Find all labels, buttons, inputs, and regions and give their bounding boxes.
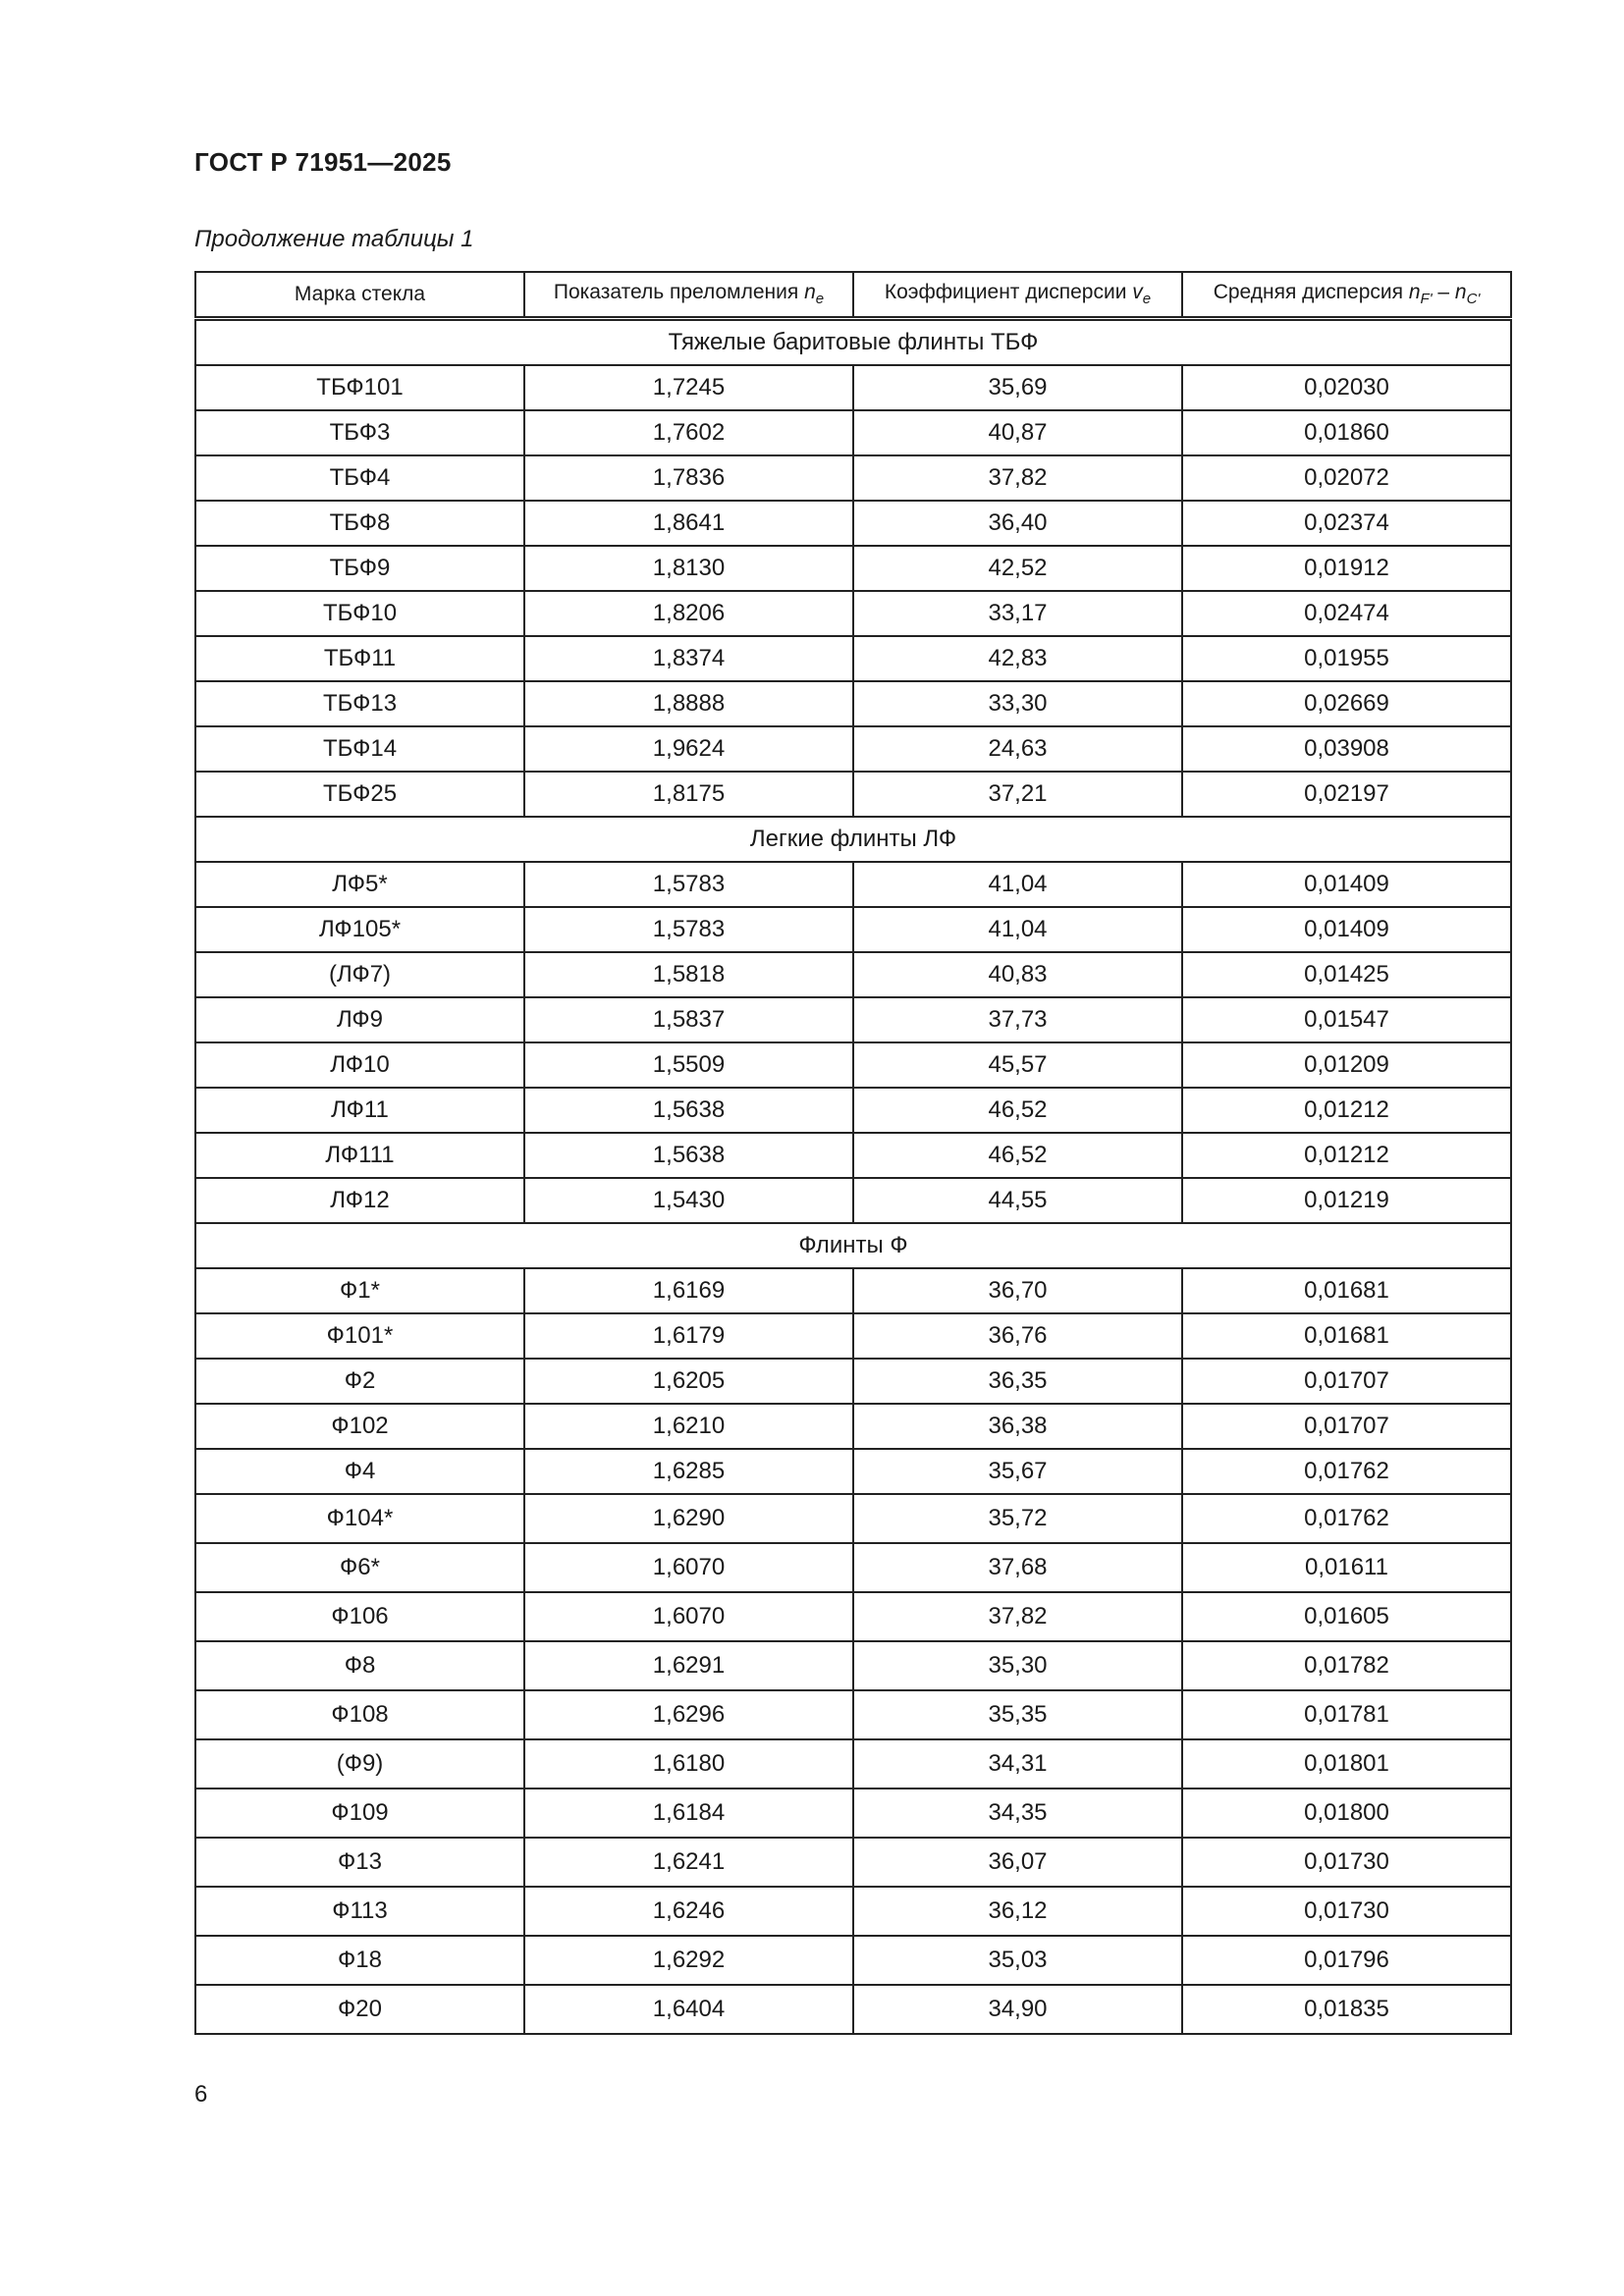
cell-mean-dispersion: 0,01781 bbox=[1182, 1690, 1511, 1739]
cell-glass-grade: ЛФ111 bbox=[195, 1133, 524, 1178]
section-title: Тяжелые баритовые флинты ТБФ bbox=[195, 319, 1511, 366]
cell-mean-dispersion: 0,01762 bbox=[1182, 1449, 1511, 1494]
cell-refractive-index: 1,6070 bbox=[524, 1543, 853, 1592]
cell-dispersion-coefficient: 41,04 bbox=[853, 907, 1182, 952]
cell-dispersion-coefficient: 35,67 bbox=[853, 1449, 1182, 1494]
table-row bbox=[195, 1543, 1511, 1592]
table-row bbox=[195, 772, 1511, 817]
glass-properties-table bbox=[194, 271, 1512, 2035]
cell-mean-dispersion: 0,01605 bbox=[1182, 1592, 1511, 1641]
cell-refractive-index: 1,6290 bbox=[524, 1494, 853, 1543]
cell-mean-dispersion: 0,01611 bbox=[1182, 1543, 1511, 1592]
table-row bbox=[195, 1690, 1511, 1739]
cell-dispersion-coefficient: 36,38 bbox=[853, 1404, 1182, 1449]
cell-refractive-index: 1,6184 bbox=[524, 1789, 853, 1838]
cell-glass-grade: Ф109 bbox=[195, 1789, 524, 1838]
table-row bbox=[195, 1133, 1511, 1178]
table-row bbox=[195, 1404, 1511, 1449]
table-caption: Продолжение таблицы 1 bbox=[194, 226, 474, 252]
cell-dispersion-coefficient: 37,21 bbox=[853, 772, 1182, 817]
cell-mean-dispersion: 0,02474 bbox=[1182, 591, 1511, 636]
cell-dispersion-coefficient: 36,07 bbox=[853, 1838, 1182, 1887]
cell-dispersion-coefficient: 44,55 bbox=[853, 1178, 1182, 1223]
cell-refractive-index: 1,6246 bbox=[524, 1887, 853, 1936]
cell-dispersion-coefficient: 42,52 bbox=[853, 546, 1182, 591]
page-number: 6 bbox=[194, 2081, 208, 2108]
cell-dispersion-coefficient: 36,35 bbox=[853, 1359, 1182, 1404]
table-header-row bbox=[195, 272, 1511, 319]
cell-glass-grade: ТБФ10 bbox=[195, 591, 524, 636]
section-title: Легкие флинты ЛФ bbox=[195, 817, 1511, 862]
cell-glass-grade: (ЛФ7) bbox=[195, 952, 524, 997]
cell-glass-grade: ЛФ10 bbox=[195, 1042, 524, 1088]
cell-refractive-index: 1,6296 bbox=[524, 1690, 853, 1739]
header-glass-grade: Марка стекла bbox=[195, 272, 524, 319]
section-header-row bbox=[195, 319, 1511, 366]
cell-mean-dispersion: 0,01912 bbox=[1182, 546, 1511, 591]
cell-glass-grade: ЛФ5* bbox=[195, 862, 524, 907]
table-row bbox=[195, 455, 1511, 501]
cell-dispersion-coefficient: 33,30 bbox=[853, 681, 1182, 726]
table-row bbox=[195, 1739, 1511, 1789]
cell-dispersion-coefficient: 36,70 bbox=[853, 1268, 1182, 1313]
cell-refractive-index: 1,5818 bbox=[524, 952, 853, 997]
cell-dispersion-coefficient: 40,83 bbox=[853, 952, 1182, 997]
cell-glass-grade: Ф113 bbox=[195, 1887, 524, 1936]
table-body bbox=[195, 319, 1511, 2035]
cell-glass-grade: ТБФ3 bbox=[195, 410, 524, 455]
cell-glass-grade: ТБФ9 bbox=[195, 546, 524, 591]
table-row bbox=[195, 501, 1511, 546]
cell-glass-grade: ТБФ13 bbox=[195, 681, 524, 726]
table-row bbox=[195, 1592, 1511, 1641]
cell-dispersion-coefficient: 46,52 bbox=[853, 1133, 1182, 1178]
cell-dispersion-coefficient: 35,35 bbox=[853, 1690, 1182, 1739]
cell-refractive-index: 1,6180 bbox=[524, 1739, 853, 1789]
cell-dispersion-coefficient: 35,72 bbox=[853, 1494, 1182, 1543]
section-header-row bbox=[195, 1223, 1511, 1268]
cell-dispersion-coefficient: 36,40 bbox=[853, 501, 1182, 546]
cell-mean-dispersion: 0,02072 bbox=[1182, 455, 1511, 501]
cell-mean-dispersion: 0,01209 bbox=[1182, 1042, 1511, 1088]
cell-glass-grade: ТБФ11 bbox=[195, 636, 524, 681]
cell-mean-dispersion: 0,01681 bbox=[1182, 1268, 1511, 1313]
cell-refractive-index: 1,5509 bbox=[524, 1042, 853, 1088]
section-header-row bbox=[195, 817, 1511, 862]
cell-refractive-index: 1,5783 bbox=[524, 862, 853, 907]
cell-glass-grade: ТБФ14 bbox=[195, 726, 524, 772]
cell-glass-grade: Ф1* bbox=[195, 1268, 524, 1313]
cell-mean-dispersion: 0,02197 bbox=[1182, 772, 1511, 817]
cell-mean-dispersion: 0,01801 bbox=[1182, 1739, 1511, 1789]
table-row bbox=[195, 365, 1511, 410]
cell-mean-dispersion: 0,01547 bbox=[1182, 997, 1511, 1042]
cell-mean-dispersion: 0,02030 bbox=[1182, 365, 1511, 410]
cell-glass-grade: Ф8 bbox=[195, 1641, 524, 1690]
cell-glass-grade: Ф106 bbox=[195, 1592, 524, 1641]
table-row bbox=[195, 410, 1511, 455]
table-row bbox=[195, 591, 1511, 636]
cell-glass-grade: ЛФ11 bbox=[195, 1088, 524, 1133]
cell-dispersion-coefficient: 37,82 bbox=[853, 455, 1182, 501]
cell-mean-dispersion: 0,01730 bbox=[1182, 1838, 1511, 1887]
cell-mean-dispersion: 0,01681 bbox=[1182, 1313, 1511, 1359]
cell-glass-grade: (Ф9) bbox=[195, 1739, 524, 1789]
cell-dispersion-coefficient: 35,69 bbox=[853, 365, 1182, 410]
cell-mean-dispersion: 0,01782 bbox=[1182, 1641, 1511, 1690]
cell-refractive-index: 1,5638 bbox=[524, 1088, 853, 1133]
cell-mean-dispersion: 0,01796 bbox=[1182, 1936, 1511, 1985]
cell-refractive-index: 1,6210 bbox=[524, 1404, 853, 1449]
table-row bbox=[195, 681, 1511, 726]
table-row bbox=[195, 1936, 1511, 1985]
section-title: Флинты Ф bbox=[195, 1223, 1511, 1268]
cell-refractive-index: 1,6285 bbox=[524, 1449, 853, 1494]
table-row bbox=[195, 1313, 1511, 1359]
cell-mean-dispersion: 0,01762 bbox=[1182, 1494, 1511, 1543]
cell-glass-grade: Ф20 bbox=[195, 1985, 524, 2034]
cell-refractive-index: 1,8175 bbox=[524, 772, 853, 817]
cell-glass-grade: ТБФ8 bbox=[195, 501, 524, 546]
cell-refractive-index: 1,6179 bbox=[524, 1313, 853, 1359]
cell-refractive-index: 1,8888 bbox=[524, 681, 853, 726]
cell-dispersion-coefficient: 36,76 bbox=[853, 1313, 1182, 1359]
cell-glass-grade: Ф104* bbox=[195, 1494, 524, 1543]
cell-mean-dispersion: 0,01707 bbox=[1182, 1404, 1511, 1449]
cell-refractive-index: 1,5783 bbox=[524, 907, 853, 952]
cell-glass-grade: ЛФ9 bbox=[195, 997, 524, 1042]
cell-dispersion-coefficient: 36,12 bbox=[853, 1887, 1182, 1936]
cell-refractive-index: 1,6292 bbox=[524, 1936, 853, 1985]
cell-glass-grade: ТБФ4 bbox=[195, 455, 524, 501]
cell-dispersion-coefficient: 33,17 bbox=[853, 591, 1182, 636]
table-row bbox=[195, 997, 1511, 1042]
cell-refractive-index: 1,6291 bbox=[524, 1641, 853, 1690]
table-row bbox=[195, 862, 1511, 907]
cell-glass-grade: Ф102 bbox=[195, 1404, 524, 1449]
cell-refractive-index: 1,6070 bbox=[524, 1592, 853, 1641]
cell-glass-grade: Ф108 bbox=[195, 1690, 524, 1739]
cell-dispersion-coefficient: 46,52 bbox=[853, 1088, 1182, 1133]
table-row bbox=[195, 952, 1511, 997]
cell-mean-dispersion: 0,01800 bbox=[1182, 1789, 1511, 1838]
cell-glass-grade: ЛФ105* bbox=[195, 907, 524, 952]
table-row bbox=[195, 1042, 1511, 1088]
document-standard-number: ГОСТ Р 71951—2025 bbox=[194, 147, 452, 177]
cell-mean-dispersion: 0,01425 bbox=[1182, 952, 1511, 997]
table-row bbox=[195, 1789, 1511, 1838]
cell-glass-grade: Ф13 bbox=[195, 1838, 524, 1887]
cell-refractive-index: 1,8374 bbox=[524, 636, 853, 681]
cell-refractive-index: 1,6241 bbox=[524, 1838, 853, 1887]
cell-dispersion-coefficient: 34,31 bbox=[853, 1739, 1182, 1789]
cell-mean-dispersion: 0,03908 bbox=[1182, 726, 1511, 772]
table-row bbox=[195, 1449, 1511, 1494]
cell-dispersion-coefficient: 42,83 bbox=[853, 636, 1182, 681]
cell-dispersion-coefficient: 41,04 bbox=[853, 862, 1182, 907]
cell-dispersion-coefficient: 34,35 bbox=[853, 1789, 1182, 1838]
cell-refractive-index: 1,8641 bbox=[524, 501, 853, 546]
cell-mean-dispersion: 0,01730 bbox=[1182, 1887, 1511, 1936]
header-dispersion-coefficient: Коэффициент дисперсии $v_e$ bbox=[853, 272, 1182, 319]
cell-mean-dispersion: 0,01219 bbox=[1182, 1178, 1511, 1223]
table-row bbox=[195, 1359, 1511, 1404]
cell-glass-grade: ТБФ25 bbox=[195, 772, 524, 817]
cell-dispersion-coefficient: 35,30 bbox=[853, 1641, 1182, 1690]
table-row bbox=[195, 1641, 1511, 1690]
cell-glass-grade: ЛФ12 bbox=[195, 1178, 524, 1223]
cell-mean-dispersion: 0,02374 bbox=[1182, 501, 1511, 546]
cell-refractive-index: 1,7602 bbox=[524, 410, 853, 455]
cell-mean-dispersion: 0,01212 bbox=[1182, 1133, 1511, 1178]
table-row bbox=[195, 1494, 1511, 1543]
cell-dispersion-coefficient: 40,87 bbox=[853, 410, 1182, 455]
cell-dispersion-coefficient: 37,68 bbox=[853, 1543, 1182, 1592]
cell-refractive-index: 1,6205 bbox=[524, 1359, 853, 1404]
table-row bbox=[195, 1178, 1511, 1223]
header-refractive-index: Показатель преломления $n_e$ bbox=[524, 272, 853, 319]
cell-mean-dispersion: 0,01835 bbox=[1182, 1985, 1511, 2034]
cell-glass-grade: Ф4 bbox=[195, 1449, 524, 1494]
table-row bbox=[195, 1985, 1511, 2034]
table-row bbox=[195, 636, 1511, 681]
cell-refractive-index: 1,6404 bbox=[524, 1985, 853, 2034]
cell-mean-dispersion: 0,01707 bbox=[1182, 1359, 1511, 1404]
cell-mean-dispersion: 0,01860 bbox=[1182, 410, 1511, 455]
cell-dispersion-coefficient: 37,73 bbox=[853, 997, 1182, 1042]
cell-refractive-index: 1,8206 bbox=[524, 591, 853, 636]
cell-refractive-index: 1,7836 bbox=[524, 455, 853, 501]
cell-refractive-index: 1,9624 bbox=[524, 726, 853, 772]
cell-refractive-index: 1,5430 bbox=[524, 1178, 853, 1223]
cell-glass-grade: ТБФ101 bbox=[195, 365, 524, 410]
cell-glass-grade: Ф101* bbox=[195, 1313, 524, 1359]
cell-glass-grade: Ф2 bbox=[195, 1359, 524, 1404]
table-row bbox=[195, 1088, 1511, 1133]
table-row bbox=[195, 1887, 1511, 1936]
cell-dispersion-coefficient: 37,82 bbox=[853, 1592, 1182, 1641]
cell-dispersion-coefficient: 34,90 bbox=[853, 1985, 1182, 2034]
table-row bbox=[195, 1268, 1511, 1313]
cell-mean-dispersion: 0,01212 bbox=[1182, 1088, 1511, 1133]
cell-refractive-index: 1,5638 bbox=[524, 1133, 853, 1178]
cell-mean-dispersion: 0,01409 bbox=[1182, 862, 1511, 907]
table-row bbox=[195, 726, 1511, 772]
cell-glass-grade: Ф18 bbox=[195, 1936, 524, 1985]
cell-dispersion-coefficient: 35,03 bbox=[853, 1936, 1182, 1985]
cell-mean-dispersion: 0,02669 bbox=[1182, 681, 1511, 726]
cell-mean-dispersion: 0,01409 bbox=[1182, 907, 1511, 952]
cell-refractive-index: 1,6169 bbox=[524, 1268, 853, 1313]
cell-refractive-index: 1,8130 bbox=[524, 546, 853, 591]
cell-dispersion-coefficient: 24,63 bbox=[853, 726, 1182, 772]
cell-refractive-index: 1,7245 bbox=[524, 365, 853, 410]
cell-dispersion-coefficient: 45,57 bbox=[853, 1042, 1182, 1088]
cell-refractive-index: 1,5837 bbox=[524, 997, 853, 1042]
header-mean-dispersion: Средняя дисперсия $n_{F'} - n_{C'}$ bbox=[1182, 272, 1511, 319]
cell-glass-grade: Ф6* bbox=[195, 1543, 524, 1592]
cell-mean-dispersion: 0,01955 bbox=[1182, 636, 1511, 681]
table-row bbox=[195, 546, 1511, 591]
table-row bbox=[195, 1838, 1511, 1887]
table-row bbox=[195, 907, 1511, 952]
